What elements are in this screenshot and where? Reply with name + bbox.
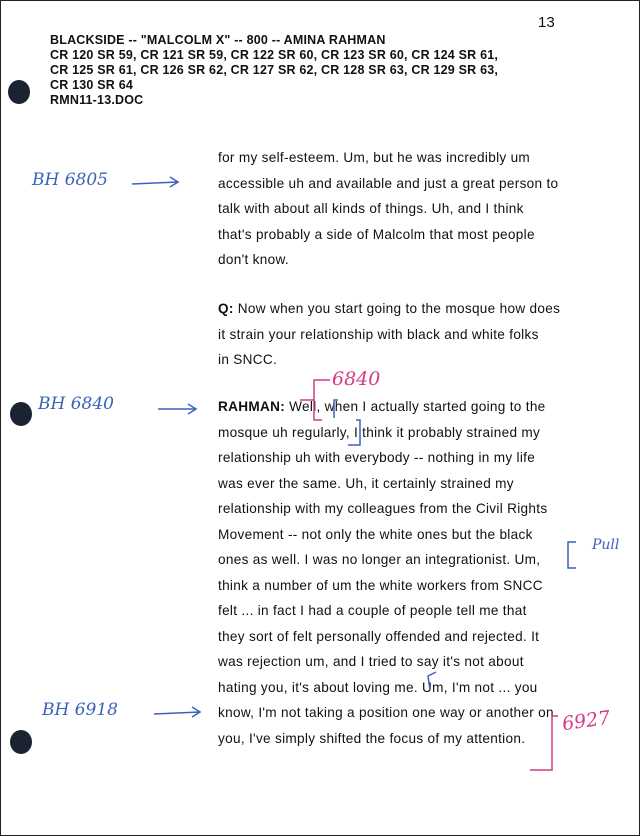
text-line: ones as well. I was no longer an integrationist. Um, [218, 552, 541, 567]
text-line: don't know. [218, 252, 289, 267]
header-line: CR 130 SR 64 [50, 78, 133, 92]
bracket-mark [568, 542, 576, 568]
text-line: accessible uh and available and just a great person to [218, 175, 559, 191]
pull-note: Pull [592, 537, 620, 553]
text-line: mosque uh regularly, I think it probably strained my [218, 424, 541, 440]
arrow-right-icon [132, 177, 178, 187]
speaker-label: RAHMAN: [218, 399, 286, 414]
timecode-mark-6927: 6927 [560, 706, 612, 736]
text-line: for my self-esteem. Um, but he was incredibly um [218, 150, 531, 165]
text-line: that's probably a side of Malcolm that most people [218, 226, 535, 242]
text-line: Q: Now when you start going to the mosque how does [218, 301, 561, 316]
text-line: RAHMAN: Well, when I actually started going to the [218, 399, 546, 414]
bracket-mark [530, 716, 558, 770]
text-line: relationship with my colleagues from the Civil Rights [218, 501, 548, 516]
header-line: BLACKSIDE -- "MALCOLM X" -- 800 -- AMINA RAHMAN [50, 33, 386, 47]
header-line: CR 120 SR 59, CR 121 SR 59, CR 122 SR 60, CR 123 SR 60, CR 124 SR 61, [50, 48, 499, 62]
text-line: hating you, it's about loving me. Um, I'm not ... you [218, 679, 538, 695]
page-number: 13 [538, 14, 555, 31]
header-line: RMN11-13.DOC [50, 93, 144, 107]
text-line: know, I'm not taking a position one way or another on [218, 705, 554, 720]
text-line: in SNCC. [218, 352, 278, 367]
text-line: think a number of um the white workers from SNCC [218, 577, 543, 593]
bracket-mark [428, 672, 436, 690]
margin-note-bh-6840: BH 6840 [38, 394, 114, 414]
text-line: talk with about all kinds of things. Uh, and I think [218, 201, 524, 216]
arrow-right-icon [154, 707, 200, 717]
text-line: felt ... in fact I had a couple of people tell me that [218, 603, 527, 618]
margin-note-bh-6805: BH 6805 [32, 170, 108, 190]
text-line: was rejection um, and I tried to say it's not about [218, 654, 524, 669]
timecode-mark-6840: 6840 [332, 368, 381, 390]
arrow-right-icon [158, 404, 196, 414]
text-line: they sort of felt personally offended and rejected. It [218, 628, 540, 644]
text-line: relationship uh with everybody -- nothing in my life [218, 450, 536, 465]
speaker-label: Q: [218, 301, 234, 316]
bracket-mark [300, 380, 330, 420]
text-line: was ever the same. Uh, it certainly strained my [218, 475, 514, 491]
text-line: Movement -- not only the white ones but the black [218, 526, 533, 542]
bracket-mark [334, 400, 360, 445]
text-line: it strain your relationship with black and white folks [218, 326, 539, 342]
margin-note-bh-6918: BH 6918 [42, 700, 118, 720]
text-line: you, I've simply shifted the focus of my attention. [218, 730, 526, 746]
header-line: CR 125 SR 61, CR 126 SR 62, CR 127 SR 62, CR 128 SR 63, CR 129 SR 63, [50, 63, 499, 77]
